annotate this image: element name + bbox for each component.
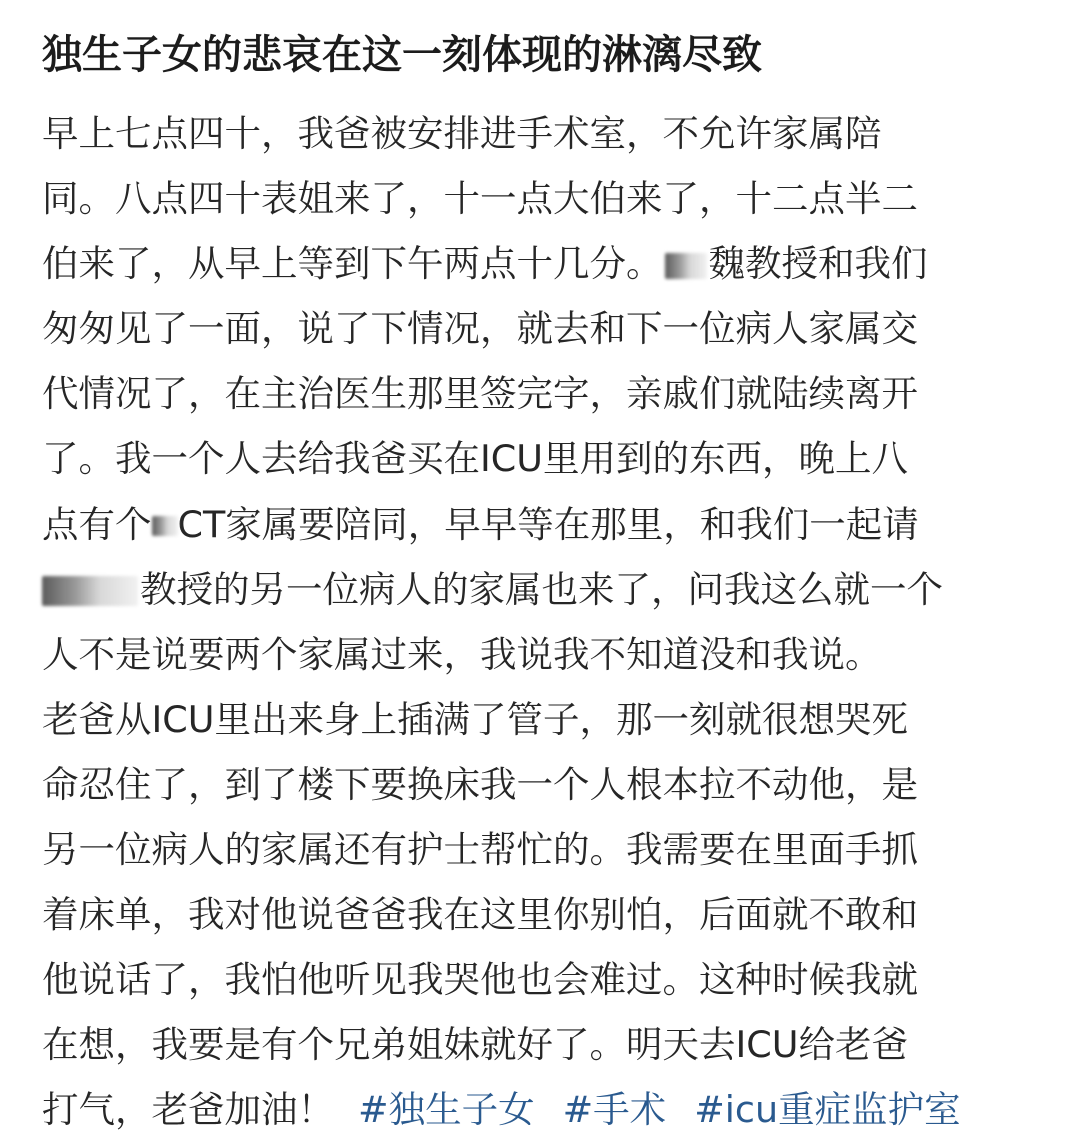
hashtag-surgery[interactable]: #手术: [562, 1088, 667, 1132]
post-body: [42, 101, 1040, 1143]
body-line-7-text: 点有个: [42, 502, 152, 546]
body-line-16-text: 打气，老爸加油！: [42, 1088, 334, 1132]
body-line-5: 代情况了，在主治医生那里签完字，亲戚们就陆续离开: [42, 372, 918, 416]
body-line-8: [42, 557, 1040, 622]
body-line-8-text: 教授的另一位病人的家属也来了，问我这么就一个: [140, 567, 943, 611]
body-line-11: 命忍住了，到了楼下要换床我一个人根本拉不动他，是: [42, 762, 918, 806]
body-line-1: 早上七点四十，我爸被安排进手术室，不允许家属陪: [42, 112, 882, 155]
hashtag-icu[interactable]: #icu重症监护室: [694, 1088, 961, 1132]
body-line-15: 在想，我要是有个兄弟姐妹就好了。明天去ICU给老爸: [42, 1023, 908, 1067]
body-line-14: 他说话了，我怕他听见我哭他也会难过。这种时候我就: [42, 958, 918, 1002]
redacted-blur-small: [152, 516, 178, 536]
hashtag-only-child[interactable]: #独生子女: [358, 1088, 535, 1132]
body-line-3-tail: 魏教授和我们: [708, 242, 928, 286]
post-title: 独生子女的悲哀在这一刻体现的淋漓尽致: [42, 32, 762, 78]
body-line-3: [42, 231, 1040, 296]
body-line-13: 着床单，我对他说爸爸我在这里你别怕，后面就不敢和: [42, 893, 918, 937]
body-line-16: [42, 1077, 1040, 1142]
body-line-12: 另一位病人的家属还有护士帮忙的。我需要在里面手抓: [42, 828, 918, 872]
body-line-10: 老爸从ICU里出来身上插满了管子，那一刻就很想哭死: [42, 697, 908, 741]
redacted-name-blur: [665, 253, 707, 279]
body-line-2: 同。八点四十表姐来了，十一点大伯来了，十二点半二: [42, 177, 918, 221]
body-line-6: 了。我一个人去给我爸买在ICU里用到的东西，晚上八: [42, 437, 908, 481]
body-line-9: 人不是说要两个家属过来，我说我不知道没和我说。: [42, 632, 882, 676]
body-line-7-tail: CT家属要陪同，早早等在那里，和我们一起请: [177, 502, 919, 546]
body-line-7: [42, 492, 1040, 557]
body-line-3-text: 伯来了，从早上等到下午两点十几分。: [42, 242, 663, 286]
body-line-4: 匆匆见了一面，说了下情况，就去和下一位病人家属交: [42, 307, 918, 351]
redacted-name-blur-2: [42, 576, 138, 606]
